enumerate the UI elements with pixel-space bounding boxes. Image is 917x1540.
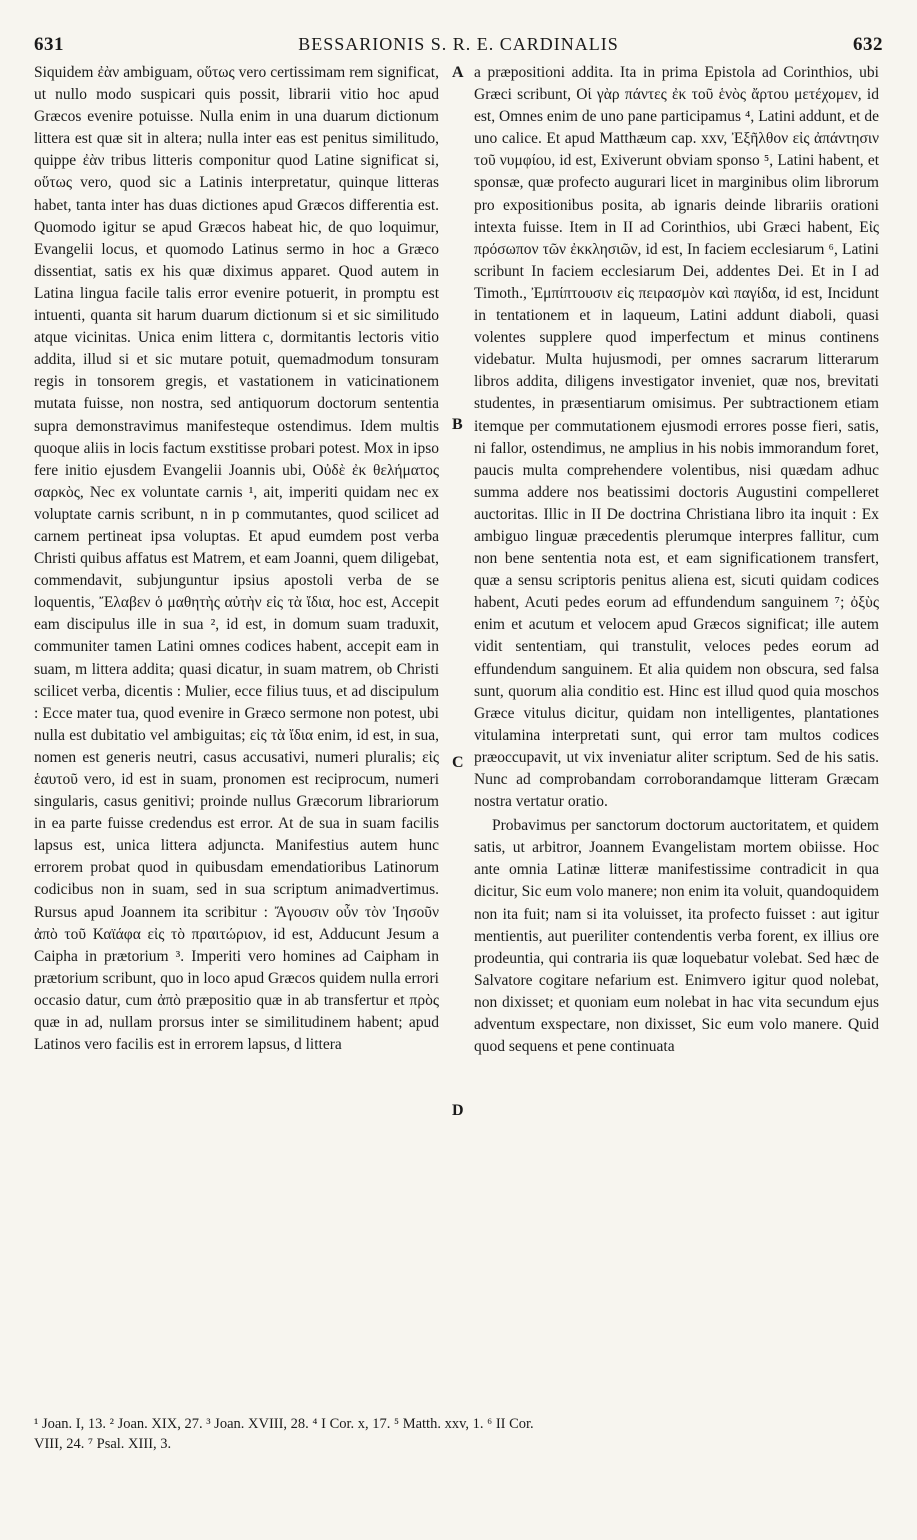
page-header <box>34 34 883 56</box>
section-marker-d: D <box>452 1102 464 1119</box>
left-paragraph: Siquidem ἐὰν ambiguam, οὕτως vero certissimam rem significat, ut nullo modo suspicari quis possit, librarii vitio hoc apud Græcos evenire potuisse. Nulla enim in una duarum dictionum littera est quæ sit in altera; nulla inter eas est penitus similitudo, quippe ἐὰν tribus litteris componitur quod Latine significat si, οὕτως vero, quod sic a Latinis interpretatur, quinque litteras habet, tanta inter has duas dictiones apud Græcos differentia est. Quomodo igitur se apud Græcos habeat hic, de quo loquimur, Evangelii locus, et quomodo Latinus sermo in hoc a Græco dissentiat, satis ex his quæ diximus apparet. Quod autem in Latina lingua facile talis error evenire potuerit, in promptu est intuenti, quanta sit harum duarum dictionum si et sic similitudo atque vicinitas. Unica enim littera c, dormitantis lectoris vitio addita, illud si et sic mutare potuit, quemadmodum tonsuram regis in tonsorem gregis, et vastationem in vaticinationem mutata fuisse, non nostra, sed antiquorum doctorum sententia supra demonstravimus manifesteque ostendimus. Idem multis quoque aliis in locis factum exstitisse probari potest. Mox in ipso fere initio ejusdem Evangelii Joannis ubi, Οὐδὲ ἐκ θελήματος σαρκὸς, Nec ex voluntate carnis ¹, ait, imperiti quidam nec ex voluptate carnis scribunt, n in p commutantes, quod scilicet ad carnem pertineat ipsa voluptas. Et apud eumdem post verba Christi quibus affatus est Matrem, et eam Joanni, quem diligebat, commendavit, subjunguntur ipsius apostoli verba de se loquentis, Ἔλαβεν ὁ μαθητὴς αὐτὴν εἰς τὰ ἴδια, hoc est, Accepit eam discipulus ille in sua ², id est, in domum suam traduxit, communiter tamen Latini omnes codices habent, accepit eam in suam, m littera addita; quasi dicatur, in suam matrem, ob Christi scilicet verba, dicentis : Mulier, ecce filius tuus, et ad discipulum : Ecce mater tua, quod evenire in Græco sermone non potest, ubi nulla est dubitatio vel ambiguitas; εἰς τὰ ἴδια enim, id est, in sua, nomen est generis neutri, casus accusativi, numeri pluralis; εἰς ἑαυτοῦ vero, id est in suam, pronomen est reciprocum, numeri singularis, casus genitivi; proinde nullus Græcorum librariorum in ea parte fuisse credendus est error. At de sua in suam facilis lapsus est, unica littera adjuncta. Manifestius autem hunc errorem probat quod in quibusdam emendatioribus Latinorum codicibus non in suam, sed in sua scriptum animadvertimus. Rursus apud Joannem ita scribitur : Ἄγουσιν οὖν τὸν Ἰησοῦν ἀπὸ τοῦ Καϊάφα εἰς τὸ πραιτώριον, id est, Adducunt Jesum a Caipha in prætorium ³. Imperiti vero homines ad Caipham in prætorium scribunt, quo in loco apud Græcos quidem nulla errori occasio datur, cum ἀπὸ præpositio quæ in ab transfertur et πρὸς quæ in ad, nullam prorsus inter se similitudinem habent; apud Latinos vero facilis est in errorem lapsus, d littera <box>34 64 439 1054</box>
right-column <box>474 62 879 1058</box>
section-marker-a: A <box>452 64 464 81</box>
page-number-right: 632 <box>852 34 883 55</box>
right-paragraph: a præpositioni addita. Ita in prima Epistola ad Corinthios, ubi Græci scribunt, Οἱ γὰρ πάντες ἐκ τοῦ ἑνὸς ἄρτου μετέχομεν, id est, Omnes enim de uno pane participamus ⁴, Latini addunt, et de uno calice. Et apud Matthæum cap. xxv, Ἐξῆλθον εἰς ἀπάντησιν τοῦ νυμφίου, id est, Exiverunt obviam sponso ⁵, Latini habent, et sponsæ, quæ profecto augurari licet in marginibus olim librorum pro expositionibus posita, ab ignaris deinde librariis orationi intexta fuisse. Item in II ad Corinthios, ubi Græci habent, Εἰς πρόσωπον τῶν ἐκκλησιῶν, id est, In faciem ecclesiarum ⁶, Latini scribunt In faciem ecclesiarum Dei, addentes Dei. Et in I ad Timoth., Ἐμπίπτουσιν εἰς πειρασμὸν καὶ παγίδα, id est, Incidunt in tentationem et in laqueum, Latini addunt diaboli, quasi volentes supplere quod imperfectum et minus continens videbatur. Multa hujusmodi, per omnes sacrarum litterarum libros addita, diligens investigator inveniet, quæ nos, brevitati studentes, in præsentiarum omisimus. Per subtractionem etiam itemque per commutationem ejusmodi errores posse fieri, satis, ni fallor, ostendimus, ne amplius in his nobis immorandum foret, paucis multa comprehendere volentibus, nisi quædam adhuc summa addere nos beatissimi doctoris Augustini compelleret auctoritas. Illic in II De doctrina Christiana libro ita inquit : Ex ambiguo linguæ præcedentis plerumque interpres fallitur, cum non bene sententia nota est, et eam significationem transfert, quæ a sensu scriptoris penitus aliena est, sicuti quidam codices habent, Acuti pedes eorum ad effundendum sanguinem ⁷; ὀξὺς enim et acutum et velocem apud Græcos significat; ille autem vidit sententiam, qui transtulit, veloces pedes eorum ad effundendum sanguinem. Et alia quidem non obscura, sed falsa sunt, quorum alia conditio est. Hinc est illud quod quia moschos Græce vitulus dicitur, quidam non intelligentes, plantationes vitulamina interpretati sunt, qui error tam multos codices præoccupavit, ut vix inveniatur aliter scriptum. Sed de his satis. Nunc ad comprobandam corroborandamque litteram Græcam nostra vertatur oratio. <box>474 64 879 811</box>
footnotes <box>34 1414 883 1454</box>
section-marker-b: B <box>452 416 463 433</box>
left-column <box>34 62 439 1056</box>
section-marker-c: C <box>452 754 464 771</box>
running-title: BESSARIONIS S. R. E. CARDINALIS <box>298 34 619 54</box>
right-paragraph: Probavimus per sanctorum doctorum auctoritatem, et quidem satis, ut arbitror, Joannem Evangelistam mortem obiisse. Hoc ante omnia Latinæ litteræ manifestissime contradicit in qua dicitur, Sic eum volo manere; non enim ita voluit, quandoquidem non ita fuit; nam si ita voluisset, ita profecto fuisset : aut igitur mentientis, aut pueriliter contendentis verba forent, ex illius ore prodeuntia, qui contraria iis quæ loquebatur volebat. Sed hæc de Salvatore cogitare nefarium est. Enimvero igitur quod nolebat, non dixisset; et quoniam eum nolebat in hac vita secundum ejus adventum exspectare, non dixisset, Sic eum volo manere. Quid quod sequens et pene continuata <box>474 817 879 1056</box>
footnote-line: ¹ Joan. I, 13. ² Joan. XIX, 27. ³ Joan. XVIII, 28. ⁴ I Cor. x, 17. ⁵ Matth. xxv, 1. ⁶ II Cor. <box>34 1416 534 1432</box>
page-number-left: 631 <box>34 34 64 55</box>
footnote-line: VIII, 24. ⁷ Psal. XIII, 3. <box>34 1436 172 1452</box>
